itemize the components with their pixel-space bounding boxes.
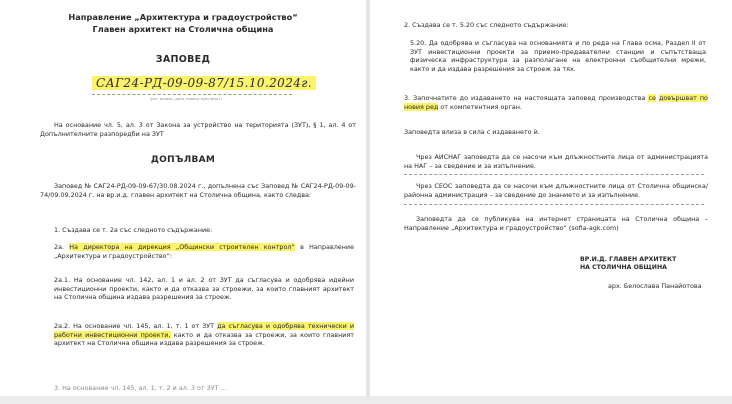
scan-bottom-edge (0, 396, 732, 404)
item-3-rest: от компетентния орган. (440, 102, 522, 111)
highlight-new-procedure: довършват по новия ред (404, 94, 708, 111)
paragraph-2a1: 2а.1. На основание чл. 142, ал. 1 и ал. 2 от ЗУТ да съгласува и одобрява идейни инвестиционни проекти, както и да отказва за строежи, за които главният архитект на Столична община издава разрешения за строеж. (54, 276, 354, 302)
item-3-text: 3. Започнатите до издаването на настоящата заповед производства (404, 94, 646, 102)
paragraph-2a2-basis: 2а.2. На основание чл. 145, ал. 1, т. 1 от ЗУТ (54, 322, 215, 330)
basis-paragraph: На основание чл. 5, ал. 3 от Закона за устройство на територията (ЗУТ), § 1, ал. 4 от Допълнителните разпоредби на ЗУТ (40, 121, 356, 138)
item-1 (54, 226, 354, 235)
cut-off-line: 3. На основание чл. 145, ал. 1, т. 2 и ал. 3 от ЗУТ ... (54, 384, 227, 392)
item-1-text: Създава се т. 2а със следното съдържание: (62, 226, 213, 234)
paragraph-5-20: 5.20. Да одобрява и съгласува на основанията и по реда на Глава осма, Раздел II от ЗУТ инвестиционни проекти за приемо-предавателни станции и съпътстваща физическа инфраструктура за разполагане на електронни съобщителни мрежи, както и да издава разрешения за строеж за тях. (410, 39, 706, 73)
paragraph-2a2-rest: както и да отказва за строежи, за които главният архитект на Столична община издава разрешения за строеж. (54, 330, 354, 348)
document-title: ЗАПОВЕД (155, 54, 211, 65)
dashed-rule-2 (404, 204, 704, 205)
paragraph-2a-number: 2а. (54, 243, 65, 251)
document-page-right (370, 0, 732, 392)
document-page-left (0, 0, 366, 392)
paragraph-2a2 (54, 322, 354, 348)
paragraph-2a-rest: в Направление „Архитектура и градоустройство“: (54, 243, 354, 260)
publish-paragraph: Заповедта да се публикува на интернет страницата на Столична община – Направление „Архитектура и градоустройство“ (sofia-agk.com) (404, 215, 708, 232)
signature-name: арх. Белослава Панайотова (608, 282, 702, 290)
effect-statement: Заповедта влиза в сила с издаването ѝ. (404, 128, 540, 136)
order-number-underline (92, 94, 292, 95)
header-chief-architect: Главен архитект на Столична община (92, 24, 274, 34)
amend-heading: ДОПЪЛВАМ (150, 155, 216, 165)
signature-title (580, 256, 730, 272)
intro-paragraph: Заповед № САГ24-РД-09-09-67/30.08.2024 г., допълнена със Заповед № САГ24-РД-09-09-74/09.09.2024 г. на вр.и.д. главен архитект на Столична община, както следва: (40, 182, 356, 199)
item-1-label: 1. (54, 226, 61, 234)
item-2: 2. Създава се т. 5.20 със следното съдържание: (404, 21, 569, 29)
aisnag-paragraph: Чрез АИСНАГ заповедта да се насочи към длъжностните лица от администрацията на НАГ – за сведение и за изпълнение. (404, 153, 708, 170)
highlight-technical-projects: да съгласува и одобрява технически и работни инвестиционни проекти, (54, 322, 354, 339)
header-department: Направление „Архитектура и градоустройство“ (68, 12, 298, 22)
dashed-rule-1 (404, 174, 704, 175)
order-number-caption: (рег. индекс, дата, подпис и/ли печат) (150, 97, 222, 101)
signature-title-line2: НА СТОЛИЧНА ОБЩИНА (580, 264, 667, 271)
highlight-director-osk: На директора на дирекция „Общински строителен контрол“ (69, 243, 295, 251)
handwritten-order-number: САГ24-РД-09-09-87/15.10.2024г. (92, 76, 316, 90)
seos-paragraph: Чрез СЕОС заповедта да се насочи към длъжностните лица от Столична общинска/районна администрация – за сведение до знанието и за изпълнение. (404, 182, 708, 199)
paragraph-2a (54, 243, 354, 260)
highlight-se: се (648, 94, 656, 102)
item-3 (404, 94, 708, 111)
signature-title-line1: ВР.И.Д. ГЛАВЕН АРХИТЕКТ (580, 256, 677, 263)
